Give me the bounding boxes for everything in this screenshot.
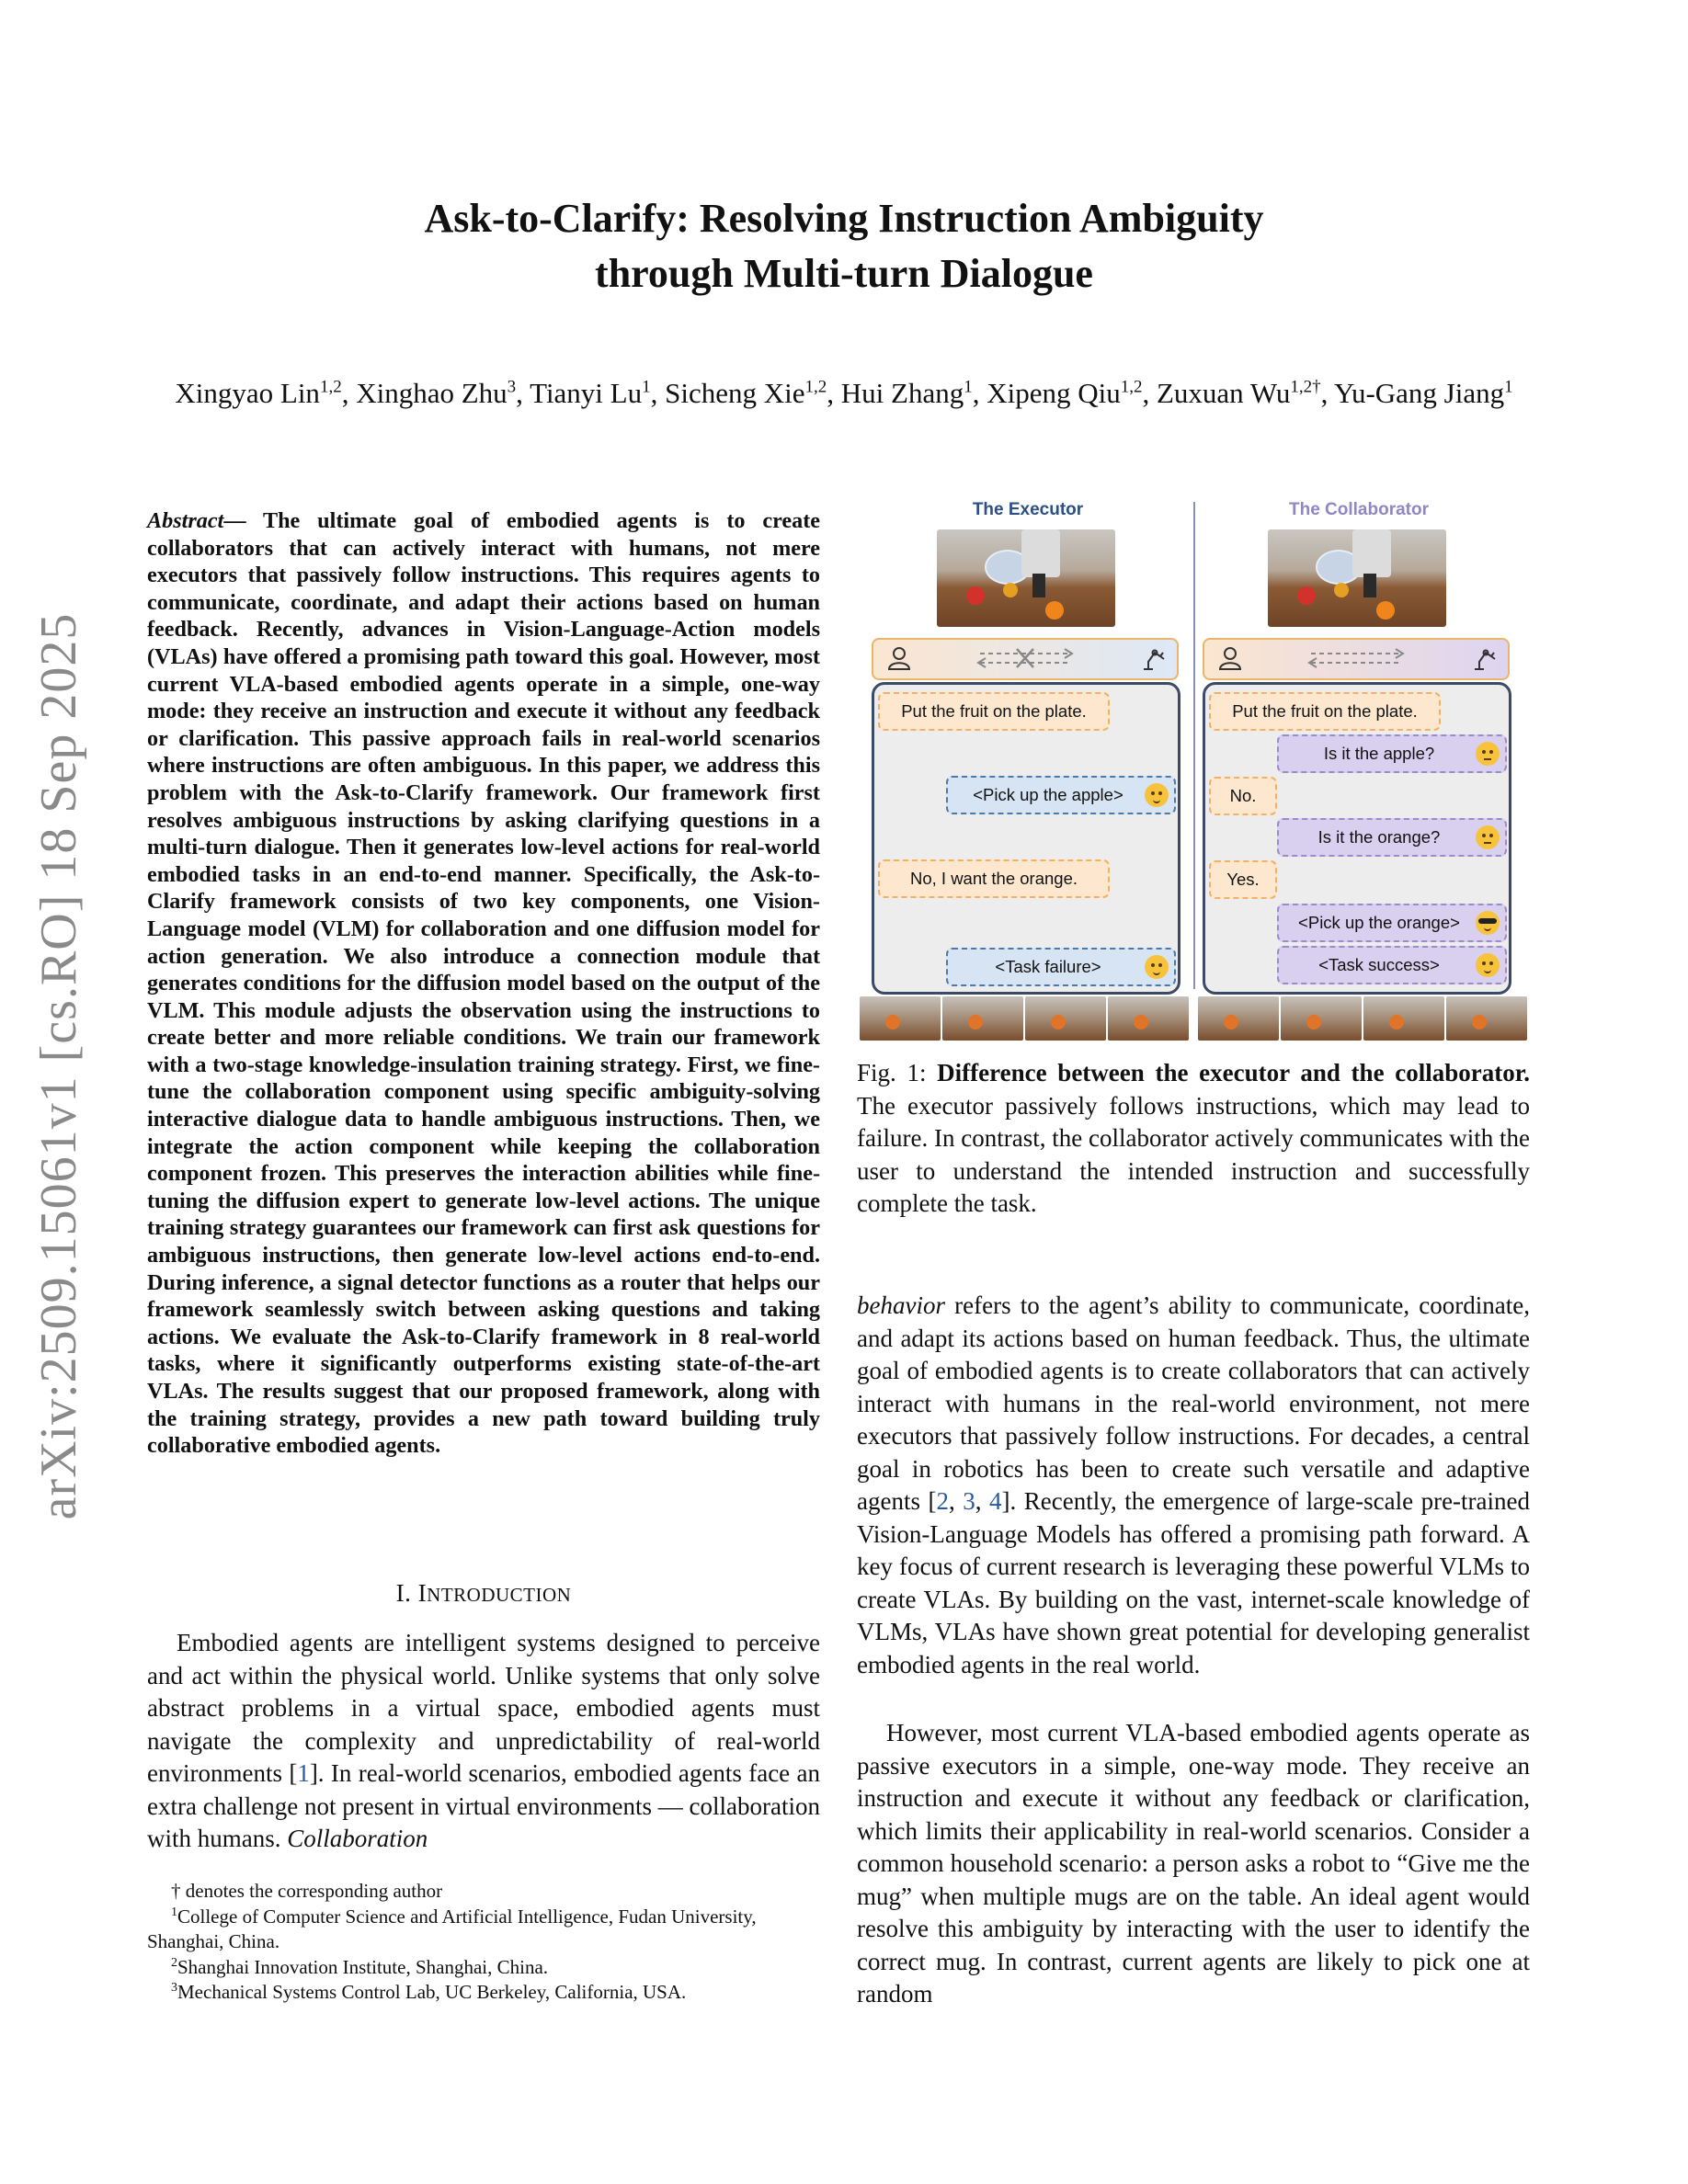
author-affiliation: 1,2†: [1290, 377, 1321, 397]
trajectory-frame: [1281, 996, 1362, 1041]
paragraph-text: refers to the agent’s ability to communicate, coordinate, and adapt its actions based on human feedback. Thus, the ultimate goal of embodied agents is to create collaborators that can actively interact with humans in the real-world environment, not mere executors that passively follow instructions. For decades, a central goal in robotics has been to create such versatile and adaptive agents [: [857, 1291, 1530, 1515]
author-affiliation: 1: [1504, 377, 1513, 397]
author-affiliation: 1,2: [319, 377, 342, 397]
footnote-text: Mechanical Systems Control Lab, UC Berkeley, California, USA.: [177, 1981, 687, 2003]
celebrate-emoji-icon: [1476, 953, 1500, 977]
trajectory-frame: [1363, 996, 1444, 1041]
trajectory-frame: [1108, 996, 1189, 1041]
user-message: Put the fruit on the plate.: [1209, 692, 1441, 731]
footnote-text: Shanghai Innovation Institute, Shanghai, China.: [177, 1955, 549, 1978]
caption-text: The executor passively follows instructions, which may lead to failure. In contrast, the collaborator actively communicates with the user to understand the intended instruction and successfully complete the task.: [857, 1091, 1530, 1217]
author-name: Hui Zhang: [840, 377, 964, 409]
author-name: Sicheng Xie: [665, 377, 805, 409]
message-text: <Pick up the orange>: [1298, 913, 1460, 932]
figure-1: [860, 493, 1531, 1044]
confident-emoji-icon: [1145, 955, 1169, 979]
figure-caption: [857, 1057, 1530, 1221]
bidirectional-communication-icon: [1306, 645, 1407, 671]
citation-separator: ,: [948, 1487, 964, 1515]
user-icon: [1217, 645, 1243, 671]
citation-separator: ,: [975, 1487, 990, 1515]
message-text: Is it the apple?: [1323, 744, 1435, 763]
robot-arm-icon: [1140, 645, 1166, 671]
executor-result-message: [946, 948, 1176, 986]
intro-text-a: Embodied agents are intelligent systems designed to perceive and act within the physical world. Unlike systems that only solve abstract problems in a virtual space, embodied agents must navigate the complexity and unpredictability of real-world environments [: [147, 1629, 820, 1787]
section-title-rest: NTRODUCTION: [427, 1584, 572, 1606]
trajectory-frame: [860, 996, 941, 1041]
message-text: <Task failure>: [995, 957, 1101, 976]
executor-action-message: [946, 776, 1176, 814]
right-paragraph-2: However, most current VLA-based embodied agents operate as passive executors in a simple, one-way mode. They receive an instruction and execute it without any feedback or clarification, which limits their applicability in real-world scenarios. Consider a common household scenario: a person asks a robot to “Give me the mug” when multiple mugs are on the table. An ideal agent would resolve this ambiguity by interacting with the user to identify the correct mug. In contrast, current agents are likely to pick one at random: [857, 1719, 1530, 2008]
figure-divider: [1193, 502, 1195, 989]
abstract-text: — The ultimate goal of embodied agents is to create collaborators that can actively interact with humans, not mere executors that passively follow instructions. This requires agents to communicate, coordinate, and adapt their actions based on human feedback. Recently, advances in Vision-Language-Action models (VLAs) have offered a promising path toward this goal. However, most current VLA-based embodied agents operate in a simple, one-way mode: they receive an instruction and execute it without any feedback or clarification. This passive approach fails in real-world scenarios where instructions are often ambiguous. In this paper, we address this problem with the Ask-to-Clarify framework. Our framework first resolves ambiguous instructions by asking clarifying questions in a multi-turn dialogue. Then it generates low-level actions for real-world embodied tasks in an end-to-end manner. Specifically, the Ask-to-Clarify framework consists of two key components, one Vision-Language model (VLM) for collaboration and one diffusion model for action generation. We also introduce a connection module that generates conditions for the diffusion model based on the output of the VLM. This module adjusts the observation using the instructions to create better and more reliable conditions. We train our framework with a two-stage knowledge-insulation training strategy. First, we fine-tune the collaboration component using specific ambiguity-solving interactive dialogue data to handle ambiguous instructions. Then, we integrate the action component while keeping the collaboration component frozen. This preserves the interaction abilities while fine-tuning the diffusion expert to generate low-level actions. The unique training strategy guarantees our framework can first ask questions for ambiguous instructions, then generate low-level actions end-to-end. During inference, a signal detector functions as a router that helps our framework seamlessly switch between asking questions and taking actions. We evaluate the Ask-to-Clarify framework in 8 real-world tasks, where it significantly outperforms existing state-of-the-art VLAs. The results suggest that our proposed framework, along with the training strategy, provides a new path toward building truly collaborative embodied agents.: [147, 508, 820, 1459]
abstract-label: Abstract: [147, 508, 224, 533]
footnote-affiliation-1: [147, 1905, 820, 1955]
confident-emoji-icon: [1145, 783, 1169, 807]
message-text: <Task success>: [1318, 955, 1440, 974]
arxiv-identifier: arXiv:2509.15061v1 [cs.RO] 18 Sep 2025: [30, 612, 87, 1520]
user-message: Put the fruit on the plate.: [878, 692, 1110, 731]
thinking-emoji-icon: [1476, 742, 1500, 766]
footnote-affiliation-3: [147, 1980, 820, 2006]
collaborator-communication-bar: [1203, 638, 1510, 680]
user-reply: Yes.: [1209, 860, 1277, 899]
intro-paragraph: [147, 1627, 820, 1856]
paragraph-text: ]. Recently, the emergence of large-scale pre-trained Vision-Language Models has offered a promising path forward. A key focus of current research is leveraging these powerful VLMs to create VLAs. By building on the vast, internet-scale knowledge of VLMs, VLAs have shown great potential for developing generalist embodied agents in the real world.: [857, 1487, 1531, 1678]
footnote-text: College of Computer Science and Artificial Intelligence, Fudan University, Shanghai, China.: [147, 1905, 757, 1952]
robot-arm-icon: [1471, 645, 1497, 671]
user-reply: No.: [1209, 777, 1277, 815]
caption-bold: Difference between the executor and the collaborator.: [937, 1059, 1530, 1086]
abstract: [147, 507, 820, 1460]
trajectory-frame: [1198, 996, 1279, 1041]
footnotes: [147, 1879, 820, 2006]
footnote-mark: 1: [171, 1905, 177, 1919]
collaborator-question: [1277, 818, 1507, 857]
right-paragraph-1: [857, 1290, 1530, 1681]
section-number: I.: [395, 1579, 412, 1607]
trajectory-frame: [1446, 996, 1527, 1041]
trajectory-frame: [942, 996, 1023, 1041]
citation-link[interactable]: 2: [936, 1487, 949, 1515]
author-affiliation: 1,2: [1120, 377, 1143, 397]
title-line-1: Ask-to-Clarify: Resolving Instruction Ambiguity: [424, 196, 1264, 241]
title-line-2: through Multi-turn Dialogue: [595, 251, 1093, 296]
author-name: Tianyi Lu: [530, 377, 643, 409]
section-title-initial: I: [417, 1579, 428, 1607]
collaborator-title: The Collaborator: [1288, 500, 1429, 519]
collaborator-scene-photo: [1268, 529, 1446, 627]
intro-text-b: ]. In real-world scenarios, embodied agents face an extra challenge not present in virtual environments — collaboration with humans.: [147, 1759, 820, 1852]
collaborator-action-message: [1277, 904, 1507, 942]
collaborator-dialogue-panel: [1203, 682, 1511, 995]
citation-link[interactable]: 4: [989, 1487, 1002, 1515]
author-name: Xipeng Qiu: [987, 377, 1121, 409]
author-list: Xingyao Lin$^{1,2}$, Xinghao Zhu$^3$, Tianyi Lu$^1$, Sicheng Xie$^{1,2}$, Hui Zhang$^1$, Xipeng Qiu$^{1,2}$, Zuxuan $Wu^{1,2\dagger}$, Yu-Gang Jiang$^1$: [175, 377, 1513, 409]
paper-title: [0, 191, 1688, 301]
collaborator-result-message: [1277, 946, 1507, 984]
message-text: <Pick up the apple>: [973, 785, 1123, 804]
author-affiliation: 1: [964, 377, 973, 397]
trajectory-frame: [1025, 996, 1106, 1041]
author-affiliation: 1,2: [804, 377, 827, 397]
section-heading: [147, 1579, 820, 1608]
footnote-mark: 3: [171, 1981, 177, 1995]
executor-scene-photo: [937, 529, 1115, 627]
collaborator-question: [1277, 734, 1507, 773]
executor-communication-bar: [872, 638, 1179, 680]
author-name: Zuxuan Wu: [1156, 377, 1291, 409]
footnote-mark: 2: [171, 1955, 177, 1970]
message-text: Is it the orange?: [1317, 827, 1441, 847]
user-icon: [886, 645, 912, 671]
footnote-affiliation-2: [147, 1955, 820, 1981]
executor-dialogue-panel: [872, 682, 1180, 995]
caption-label: Fig. 1:: [857, 1059, 938, 1086]
user-message: No, I want the orange.: [878, 859, 1110, 898]
executor-title: The Executor: [972, 500, 1084, 519]
thinking-emoji-icon: [1476, 825, 1500, 849]
author-name: Xingyao Lin: [175, 377, 320, 409]
blocked-communication-icon: [975, 645, 1076, 671]
cool-emoji-icon: [1476, 911, 1500, 935]
author-name: Yu-Gang Jiang: [1334, 377, 1505, 409]
citation-link[interactable]: 1: [297, 1759, 310, 1787]
author-affiliation: 1: [642, 377, 651, 397]
intro-italic-word: Collaboration: [287, 1825, 428, 1852]
author-name: Xinghao Zhu: [356, 377, 508, 409]
author-affiliation: 3: [507, 377, 517, 397]
italic-term: behavior: [857, 1291, 945, 1319]
footnote-dagger: † denotes the corresponding author: [171, 1880, 443, 1902]
citation-link[interactable]: 3: [963, 1487, 975, 1515]
